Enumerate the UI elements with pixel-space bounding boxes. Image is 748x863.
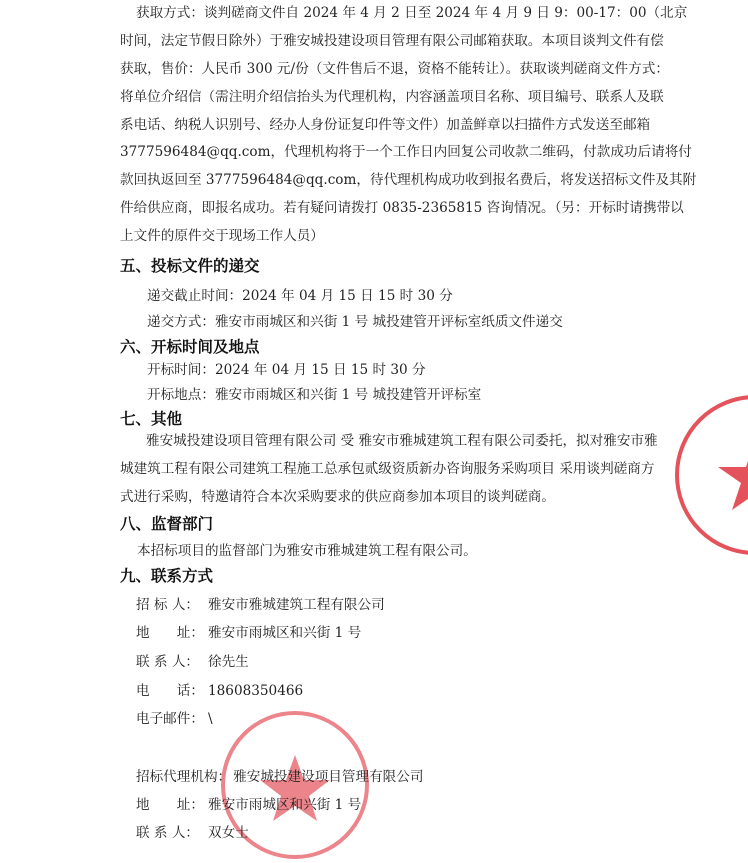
buyer-contact-row [136, 653, 249, 671]
section-heading-submission: 五、投标文件的递交 [120, 257, 260, 275]
section-heading-other: 七、其他 [120, 410, 183, 428]
agent-address-row [136, 796, 361, 814]
text-line: 城建筑工程有限公司建筑工程施工总承包贰级资质新办咨询服务采购项目 采用谈判磋商方 [120, 461, 655, 477]
company-seal-stamp-partial [670, 390, 748, 560]
text-line: 系电话、纳税人识别号、经办人身份证复印件等文件）加盖鲜章以扫描件方式发送至邮箱 [120, 117, 651, 133]
buyer-contact-value: 徐先生 [208, 654, 249, 670]
agent-contact-row [136, 824, 249, 842]
text-line: 雅安城投建设项目管理有限公司 受 雅安市雅城建筑工程有限公司委托，拟对雅安市雅 [146, 433, 658, 449]
text-line: 时间，法定节假日除外）于雅安城投建设项目管理有限公司邮箱获取。本项目谈判文件有偿 [120, 33, 664, 49]
buyer-address-label: 地 址： [136, 625, 204, 641]
buyer-email-row [136, 710, 213, 728]
text-line: 款回执返回至 3777596484@qq.com，待代理机构成功收到报名费后，将发送招标文件及其附 [120, 172, 697, 188]
agent-address-value: 雅安市雨城区和兴街 1 号 [208, 797, 362, 813]
agent-address-label: 地 址： [136, 797, 204, 813]
buyer-email-label: 电子邮件： [136, 711, 204, 727]
agent-label: 招标代理机构： [136, 769, 232, 785]
text-line: 3777596484@qq.com，代理机构将于一个工作日内回复公司收款二维码，付款成功后请将付 [120, 144, 692, 160]
buyer-row [136, 596, 385, 614]
submission-deadline: 递交截止时间：2024 年 04 月 15 日 15 时 30 分 [147, 288, 453, 304]
buyer-address-value: 雅安市雨城区和兴街 1 号 [208, 625, 362, 641]
buyer-contact-label: 联 系 人： [136, 654, 200, 670]
buyer-label: 招 标 人： [136, 597, 200, 613]
buyer-phone-row [136, 682, 303, 700]
text-line: 获取方式：谈判磋商文件自 2024 年 4 月 2 日至 2024 年 4 月 9 日 9：00-17：00（北京 [136, 5, 688, 21]
buyer-phone-label: 电 话： [136, 683, 204, 699]
agent-row [136, 768, 423, 786]
submission-method: 递交方式：雅安市雨城区和兴街 1 号 城投建管开评标室纸质文件递交 [147, 314, 563, 330]
text-line: 上文件的原件交于现场工作人员） [120, 228, 324, 244]
section-heading-contact: 九、联系方式 [120, 567, 214, 585]
text-line: 获取，售价：人民币 300 元/份（文件售后不退，资格不能转让）。获取谈判磋商文件方式： [120, 61, 669, 77]
buyer-phone-value: 18608350466 [208, 683, 304, 699]
buyer-email-value: \ [208, 711, 213, 727]
agent-contact-value: 双女士 [208, 825, 249, 841]
supervision-text: 本招标项目的监督部门为雅安市雅城建筑工程有限公司。 [137, 543, 477, 559]
buyer-value: 雅安市雅城建筑工程有限公司 [208, 597, 385, 613]
text-line: 式进行采购，特邀请符合本次采购要求的供应商参加本项目的谈判磋商。 [120, 489, 555, 505]
text-line: 将单位介绍信（需注明介绍信抬头为代理机构，内容涵盖项目名称、项目编号、联系人及联 [120, 89, 664, 105]
buyer-address-row [136, 624, 361, 642]
agent-value: 雅安城投建设项目管理有限公司 [233, 769, 424, 785]
agent-contact-label: 联 系 人： [136, 825, 200, 841]
text-line: 件给供应商，即报名成功。若有疑问请拨打 0835-2365815 咨询情况。（另：开标时请携带以 [120, 200, 684, 216]
opening-place: 开标地点：雅安市雨城区和兴街 1 号 城投建管开评标室 [147, 387, 482, 403]
opening-time: 开标时间：2024 年 04 月 15 日 15 时 30 分 [147, 362, 426, 378]
section-heading-supervision: 八、监督部门 [120, 515, 214, 533]
section-heading-opening: 六、开标时间及地点 [120, 338, 260, 356]
